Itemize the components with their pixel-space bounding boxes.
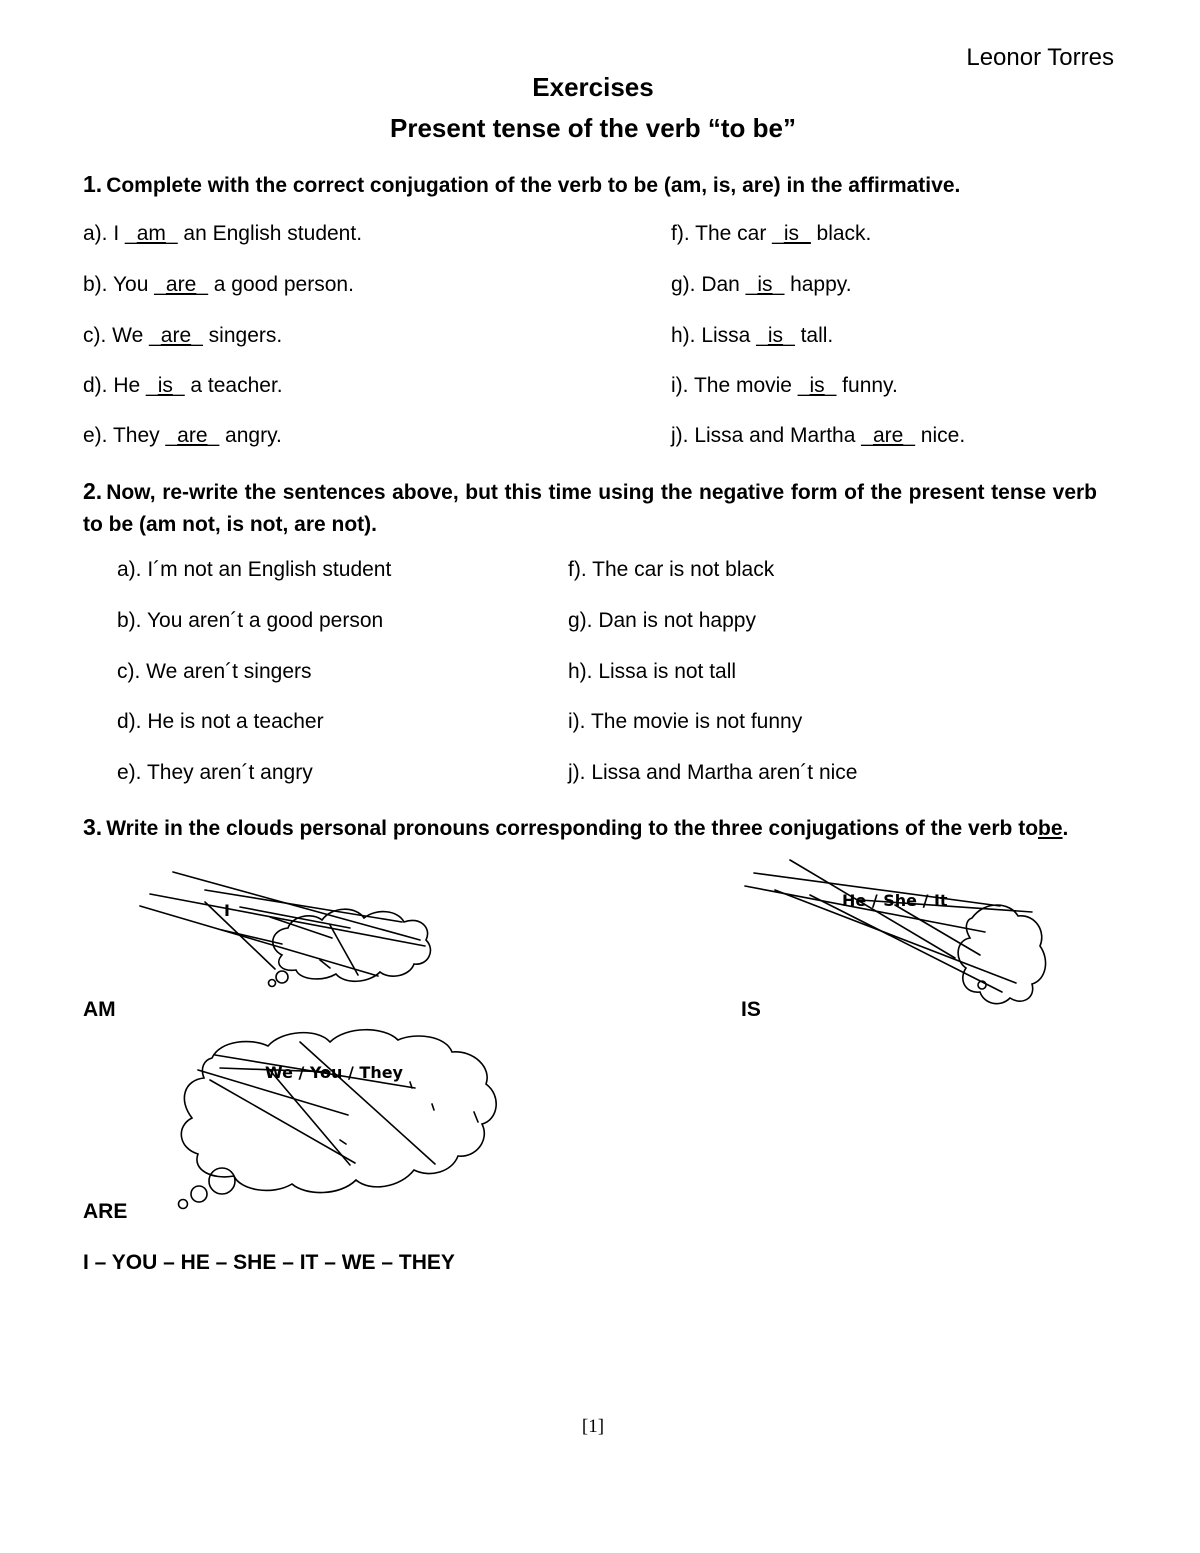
author-name: Leonor Torres	[966, 44, 1114, 71]
ex2-item: b). You aren´t a good person	[117, 609, 384, 632]
ex1-text: j). Lissa and Martha _	[671, 424, 873, 447]
is-cloud-text: He / She / It	[842, 891, 948, 910]
ex1-text: _ nice.	[903, 424, 966, 447]
ex1-text: _ an English student.	[165, 222, 363, 245]
ex2-item: e). They aren´t angry	[117, 761, 313, 784]
is-cloud	[745, 860, 1046, 1004]
exercise-1-number: 1.	[83, 171, 103, 197]
ex2-item: a). I´m not an English student	[117, 558, 392, 581]
ex2-item: j). Lissa and Martha aren´t nice	[568, 761, 858, 784]
exercise-3-text: Write in the clouds personal pronouns corresponding to the three conjugations of the verb to	[106, 817, 1039, 840]
pronoun-list: I – YOU – HE – SHE – IT – WE – THEY	[83, 1251, 455, 1274]
ex1-text: _ tall.	[783, 324, 834, 347]
page-subtitle: Present tense of the verb “to be”	[390, 113, 796, 143]
ex1-text: c). We _	[83, 324, 161, 347]
exercise-1-text: Complete with the correct conjugation of the verb to be (am, is, are) in the affirmative.	[106, 174, 961, 197]
caption-am: AM	[83, 998, 116, 1021]
ex1-answer: are	[160, 324, 192, 347]
ex1-text: _ happy.	[772, 273, 852, 296]
ex2-item: c). We aren´t singers	[117, 660, 312, 683]
am-cloud	[140, 872, 430, 987]
exercise-3-number: 3.	[83, 814, 103, 840]
ex1-answer: is	[809, 374, 825, 397]
caption-are: ARE	[83, 1200, 128, 1223]
are-cloud	[179, 1030, 497, 1209]
ex1-text: h). Lissa _	[671, 324, 768, 347]
ex1-text: g). Dan _	[671, 273, 758, 296]
ex1-answer: are	[177, 424, 208, 447]
ex2-item: i). The movie is not funny	[568, 710, 803, 733]
ex1-answer: is	[767, 324, 784, 347]
ex1-answer: are	[872, 424, 904, 447]
ex2-item: h). Lissa is not tall	[568, 660, 737, 683]
ex1-text: e). They _	[83, 424, 178, 447]
exercise-2-text: Now, re-write the sentences above, but this time using the negative form of the present tense verb to be (am not, is not, are not).	[83, 481, 1097, 536]
ex1-text: a). I _	[83, 222, 137, 245]
ex1-answer: am	[136, 222, 166, 245]
ex1-text: black.	[810, 222, 872, 245]
ex1-answer: is	[757, 273, 773, 296]
ex1-text: _ a good person.	[196, 273, 354, 296]
ex2-item: d). He is not a teacher	[117, 710, 324, 733]
ex2-item: g). Dan is not happy	[568, 609, 756, 632]
exercise-3-period: .	[1062, 817, 1069, 840]
ex1-text: d). He _	[83, 374, 158, 397]
ex1-text: b). You _	[83, 273, 166, 296]
ex1-text: _ singers.	[191, 324, 283, 347]
ex1-text: _ funny.	[824, 374, 898, 397]
are-cloud-text: We / You / They	[265, 1063, 403, 1082]
ex2-item: f). The car is not black	[568, 558, 775, 581]
am-cloud-text: I	[224, 901, 230, 920]
ex1-text: _ angry.	[207, 424, 282, 447]
page-number: [1]	[581, 1416, 605, 1437]
ex1-answer: is	[157, 374, 173, 397]
ex1-answer: are	[165, 273, 197, 296]
page-title: Exercises	[532, 72, 654, 102]
exercise-3-verb: be	[1038, 817, 1063, 840]
exercise-2-number: 2.	[83, 478, 103, 504]
ex1-text: i). The movie _	[671, 374, 810, 397]
ex1-text: _ a teacher.	[172, 374, 283, 397]
caption-is: IS	[741, 998, 761, 1021]
ex1-text: f). The car _	[671, 222, 784, 245]
ex1-answer: is_	[783, 222, 811, 245]
